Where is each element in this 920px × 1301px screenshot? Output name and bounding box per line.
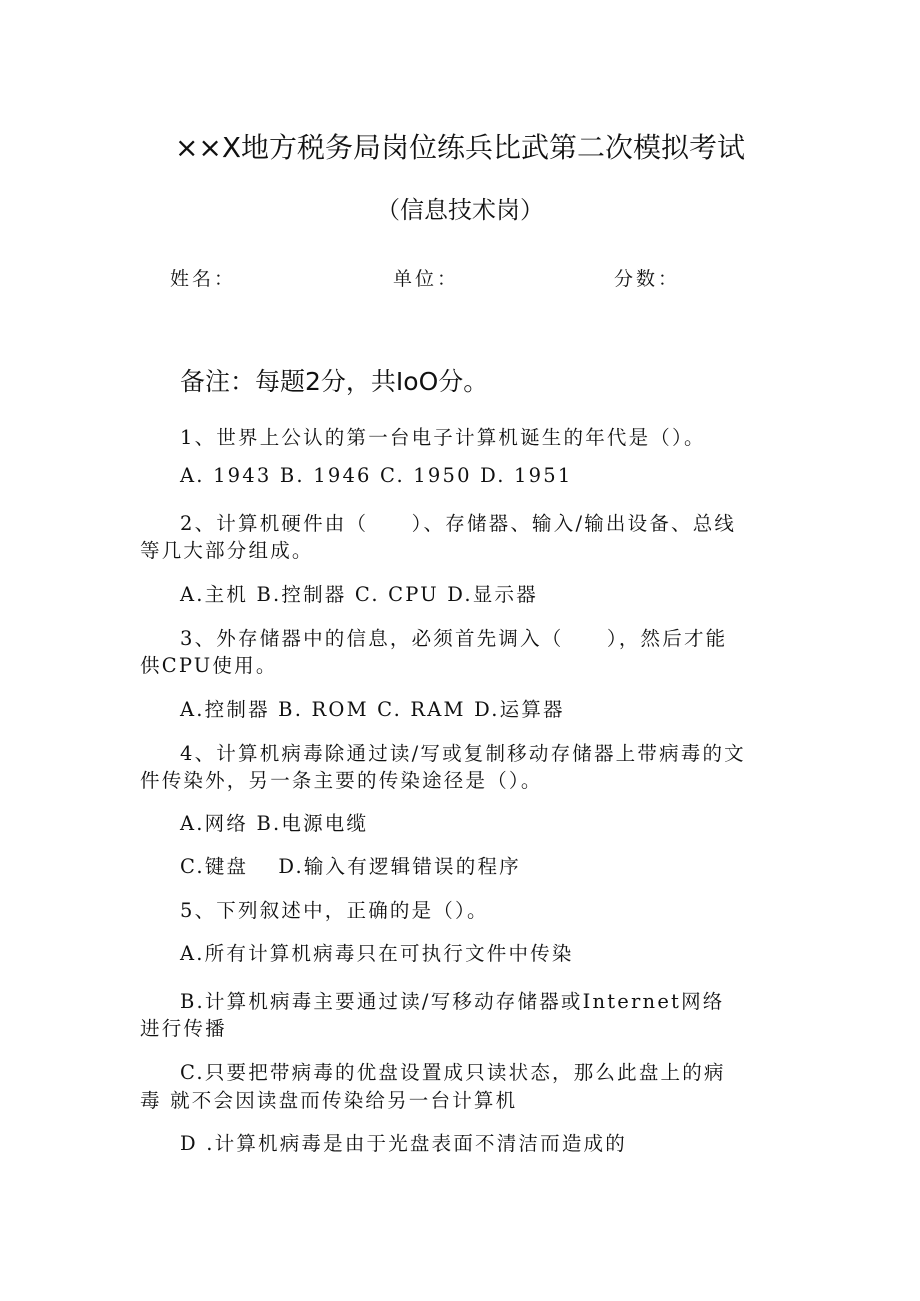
question-5-option-b-line-1: B.计算机病毒主要通过读/写移动存储器或Internet网络 <box>180 990 725 1013</box>
question-1-stem-line-1: 1、世界上公认的第一台电子计算机诞生的年代是（）。 <box>180 426 706 449</box>
question-4-stem-line-2: 件传染外，另一条主要的传染途径是（）。 <box>140 769 543 792</box>
question-4-options-line-1: A.网络 B.电源电缆 <box>180 812 369 835</box>
exam-subtitle: （信息技术岗） <box>376 196 544 224</box>
question-3-stem-line-2: 供CPU使用。 <box>140 654 278 677</box>
unit-field-label: 单位： <box>393 268 460 290</box>
question-5-option-a: A.所有计算机病毒只在可执行文件中传染 <box>180 942 574 965</box>
question-2-stem-line-1: 2、计算机硬件由（ ）、存储器、输入/输出设备、总线 <box>180 512 737 535</box>
question-5-option-c-line-2: 毒 就不会因读盘而传染给另一台计算机 <box>140 1089 518 1112</box>
name-field-label: 姓名： <box>170 268 237 290</box>
score-field-label: 分数： <box>614 268 681 290</box>
question-3-stem-line-1: 3、外存储器中的信息，必须首先调入（ ），然后才能 <box>180 627 728 650</box>
exam-title: ××X地方税务局岗位练兵比武第二次模拟考试 <box>174 131 746 164</box>
question-5-stem: 5、下列叙述中，正确的是（）。 <box>180 899 489 922</box>
question-4-options-line-2: C.键盘 D.输入有逻辑错误的程序 <box>180 855 521 878</box>
question-5-option-d: D .计算机病毒是由于光盘表面不清洁而造成的 <box>180 1132 627 1155</box>
question-3-options: A.控制器 B. ROM C. RAM D.运算器 <box>180 698 565 721</box>
question-4-stem-line-1: 4、计算机病毒除通过读/写或复制移动存储器上带病毒的文 <box>180 742 746 765</box>
question-5-option-c-line-1: C.只要把带病毒的优盘设置成只读状态，那么此盘上的病 <box>180 1061 726 1084</box>
question-2-options: A.主机 B.控制器 C. CPU D.显示器 <box>180 583 538 606</box>
scoring-note: 备注：每题2分，共IoO分。 <box>180 367 489 396</box>
question-2-stem-line-2: 等几大部分组成。 <box>140 539 314 562</box>
question-1-options: A. 1943 B. 1946 C. 1950 D. 1951 <box>180 464 573 487</box>
question-5-option-b-line-2: 进行传播 <box>140 1017 227 1040</box>
